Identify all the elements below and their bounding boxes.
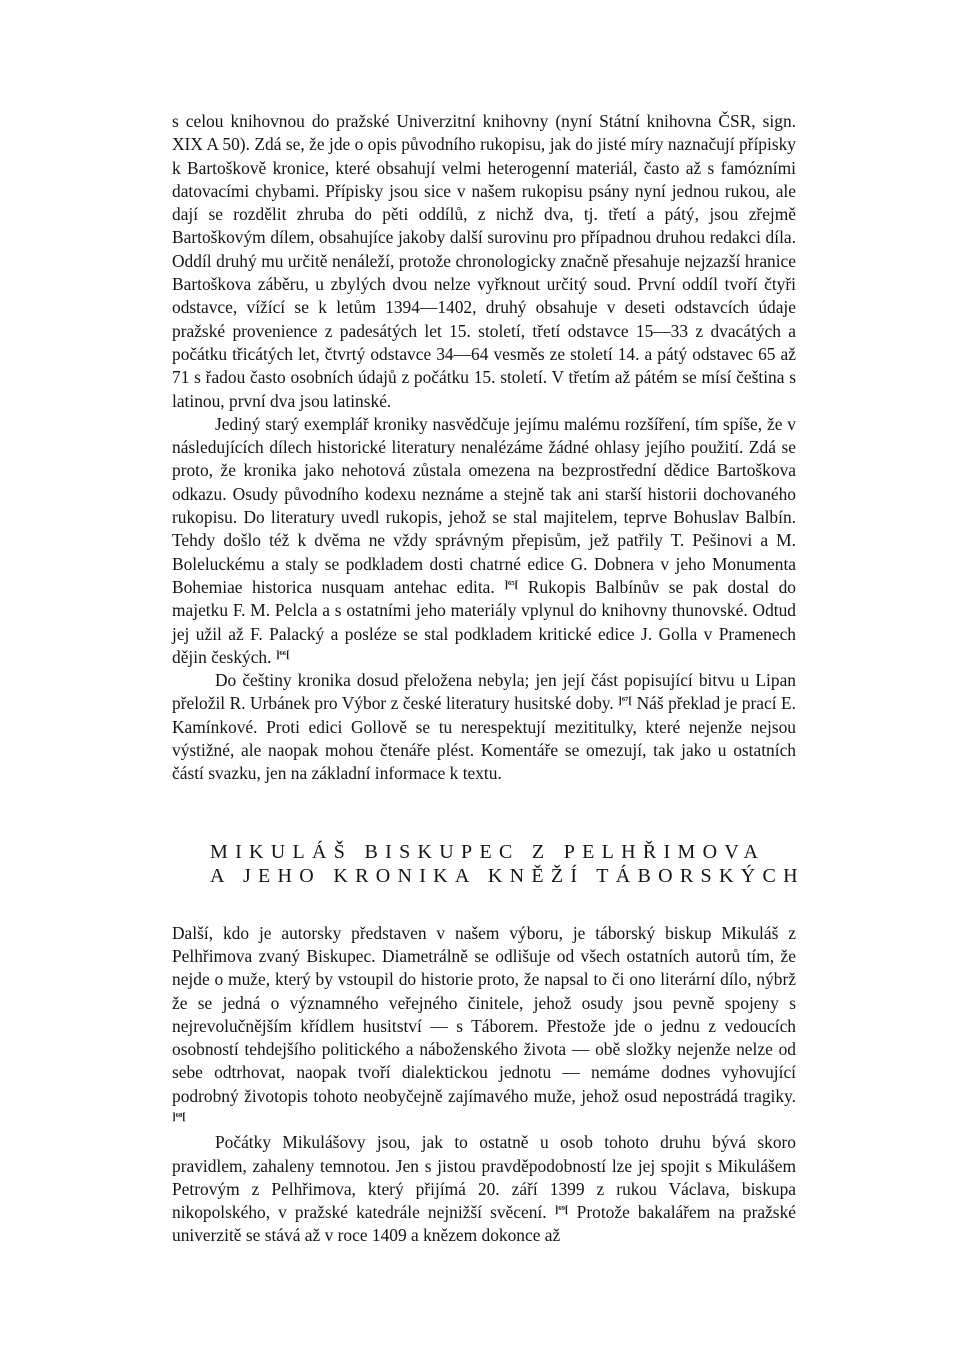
footnote-marker: ]⁶⁶[: [275, 648, 290, 661]
chapter-heading: [210, 840, 805, 888]
paragraph-text: Počátky Mikulášovy jsou, jak to ostatně u osob tohoto druhu bývá skoro pravidlem, zahaleny temnotou. Jen s jistou pravděpodobností lze jej spojit s Mikulášem Petrovým z Pelhřimova, který přijímá 20. září 1399 z rukou Václava, biskupa nikopolského, v pražské katedrále nejnižší svěcení.: [172, 1132, 796, 1223]
paragraph-text: Náš překlad je prací E. Kamínkové. Proti edici Gollově se tu nerespektují mezititulky, které nejenže nejsou výstižné, ale naopak mohou čtenáře plést. Komentáře se omezují, tak jako u ostatních částí svazku, jen na základní informace k textu.: [172, 693, 796, 784]
section-bartosek-manuscript: [172, 110, 796, 786]
chapter-heading-line-1: MIKULÁŠ BISKUPEC Z PELHŘIMOVA: [210, 840, 766, 863]
paragraph-text: Jediný starý exemplář kroniky nasvědčuje jejímu malému rozšíření, tím spíše, že v následujících dílech historické literatury nenalézáme žádné ohlasy jejího použití. Zdá se proto, že kronika jako nehotová zůstala omezena na bezprostřední dědice Bartoškova odkazu. Osudy původního kodexu neznáme a stejně tak ani starší historii dochovaného rukopisu. Do literatury uvedl rukopis, jehož se stal majitelem, teprve Bohuslav Balbín. Tehdy došlo též k dvěma ne vždy správným přepisům, jež patřily T. Pešinovi a M. Boleluckému a staly se podkladem dosti chatrné edice G. Dobnera v jeho Monumenta Bohemiae historica nusquam antehac edita.: [172, 413, 796, 597]
chapter-heading-line-2: A JEHO KRONIKA KNĚŽÍ TÁBORSKÝCH: [210, 864, 805, 887]
book-page: [172, 110, 805, 1248]
paragraph-p4: [172, 922, 796, 1132]
paragraph-p1: [172, 110, 796, 413]
footnote-marker: ]⁶⁸[: [172, 1110, 186, 1123]
footnote-marker: ]⁶⁹[: [554, 1204, 569, 1217]
paragraph-text: Protože bakalářem na pražské univerzitě se stává až v roce 1409 a knězem dokonce až: [172, 1202, 796, 1246]
footnote-marker: ]⁶⁵[: [504, 578, 519, 591]
paragraph-text: Rukopis Balbínův se pak dostal do majetku F. M. Pelcla a s ostatními jeho materiály vplynul do knihovny thunovské. Odtud jej užil až F. Palacký a posléze se stal podkladem kritické edice J. Golla v Pramenech dějin českých.: [172, 576, 796, 667]
paragraph-p2: [172, 413, 796, 669]
paragraph-p3: [172, 669, 796, 785]
section-mikulas-biskupec: [172, 922, 796, 1248]
paragraph-text: s celou knihovnou do pražské Univerzitní knihovny (nyní Státní knihovna ČSR, sign. XIX A 50). Zdá se, že jde o opis původního rukopisu, jak do jisté míry naznačují přípisky k Bartoškově kronice, které obsahují velmi heterogenní materiál, často až s famózními datovacími chybami. Přípisky jsou sice v našem rukopisu psány nyní jednou rukou, ale dají se rozdělit zhruba do pěti oddílů, z nichž dva, tj. třetí a pátý, jsou zřejmě Bartoškovým dílem, obsahujíce jakoby další surovinu pro případnou druhou redakci díla. Oddíl druhý mu určitě nenáleží, protože chronologicky značně přesahuje nejzazší hranice Bartoškova záběru, u zbylých dvou nelze vyřknout určitý soud. První oddíl tvoří čtyři odstavce, vížící se k letům 1394—1402, druhý obsahuje v deseti odstavcích údaje pražské provenience z padesátých let 15. století, třetí odstavce 15—33 z dvacátých a počátku třicátých let, čtvrtý odstavce 34—64 vesměs ze století 14. a pátý odstavec 65 až 71 s řadou často osobních údajů z počátku 15. století. V třetím až pátém se mísí čeština s latinou, první dva jsou latinské.: [172, 111, 796, 411]
paragraph-p5: [172, 1131, 796, 1247]
paragraph-text: Další, kdo je autorsky představen v našem výboru, je táborský biskup Mikuláš z Pelhřimova zvaný Biskupec. Diametrálně se odlišuje od všech ostatních autorů tím, že nejde o muže, který by vstoupil do historie proto, že napsal to či ono literární dílo, nýbrž že se jedná o významného veřejného činitele, jehož osudy jsou pevně spojeny s nejrevolučnějším křídlem husitství — s Táborem. Přestože jde o jednu z vedoucích osobností tehdejšího politického a náboženského života — obě složky nejenže nelze od sebe odtrhovat, naopak tvoří dialektickou jednotu — nemáme dodnes vyhovující podrobný životopis tohoto neobyčejně zajímavého muže, jehož osud nepostrádá tragiky.: [172, 922, 796, 1106]
footnote-marker: ]⁶⁷[: [618, 695, 633, 708]
paragraph-text: Do češtiny kronika dosud přeložena nebyla; jen její část popisující bitvu u Lipan přeložil R. Urbánek pro Výbor z české literatury husitské doby.: [172, 670, 796, 714]
